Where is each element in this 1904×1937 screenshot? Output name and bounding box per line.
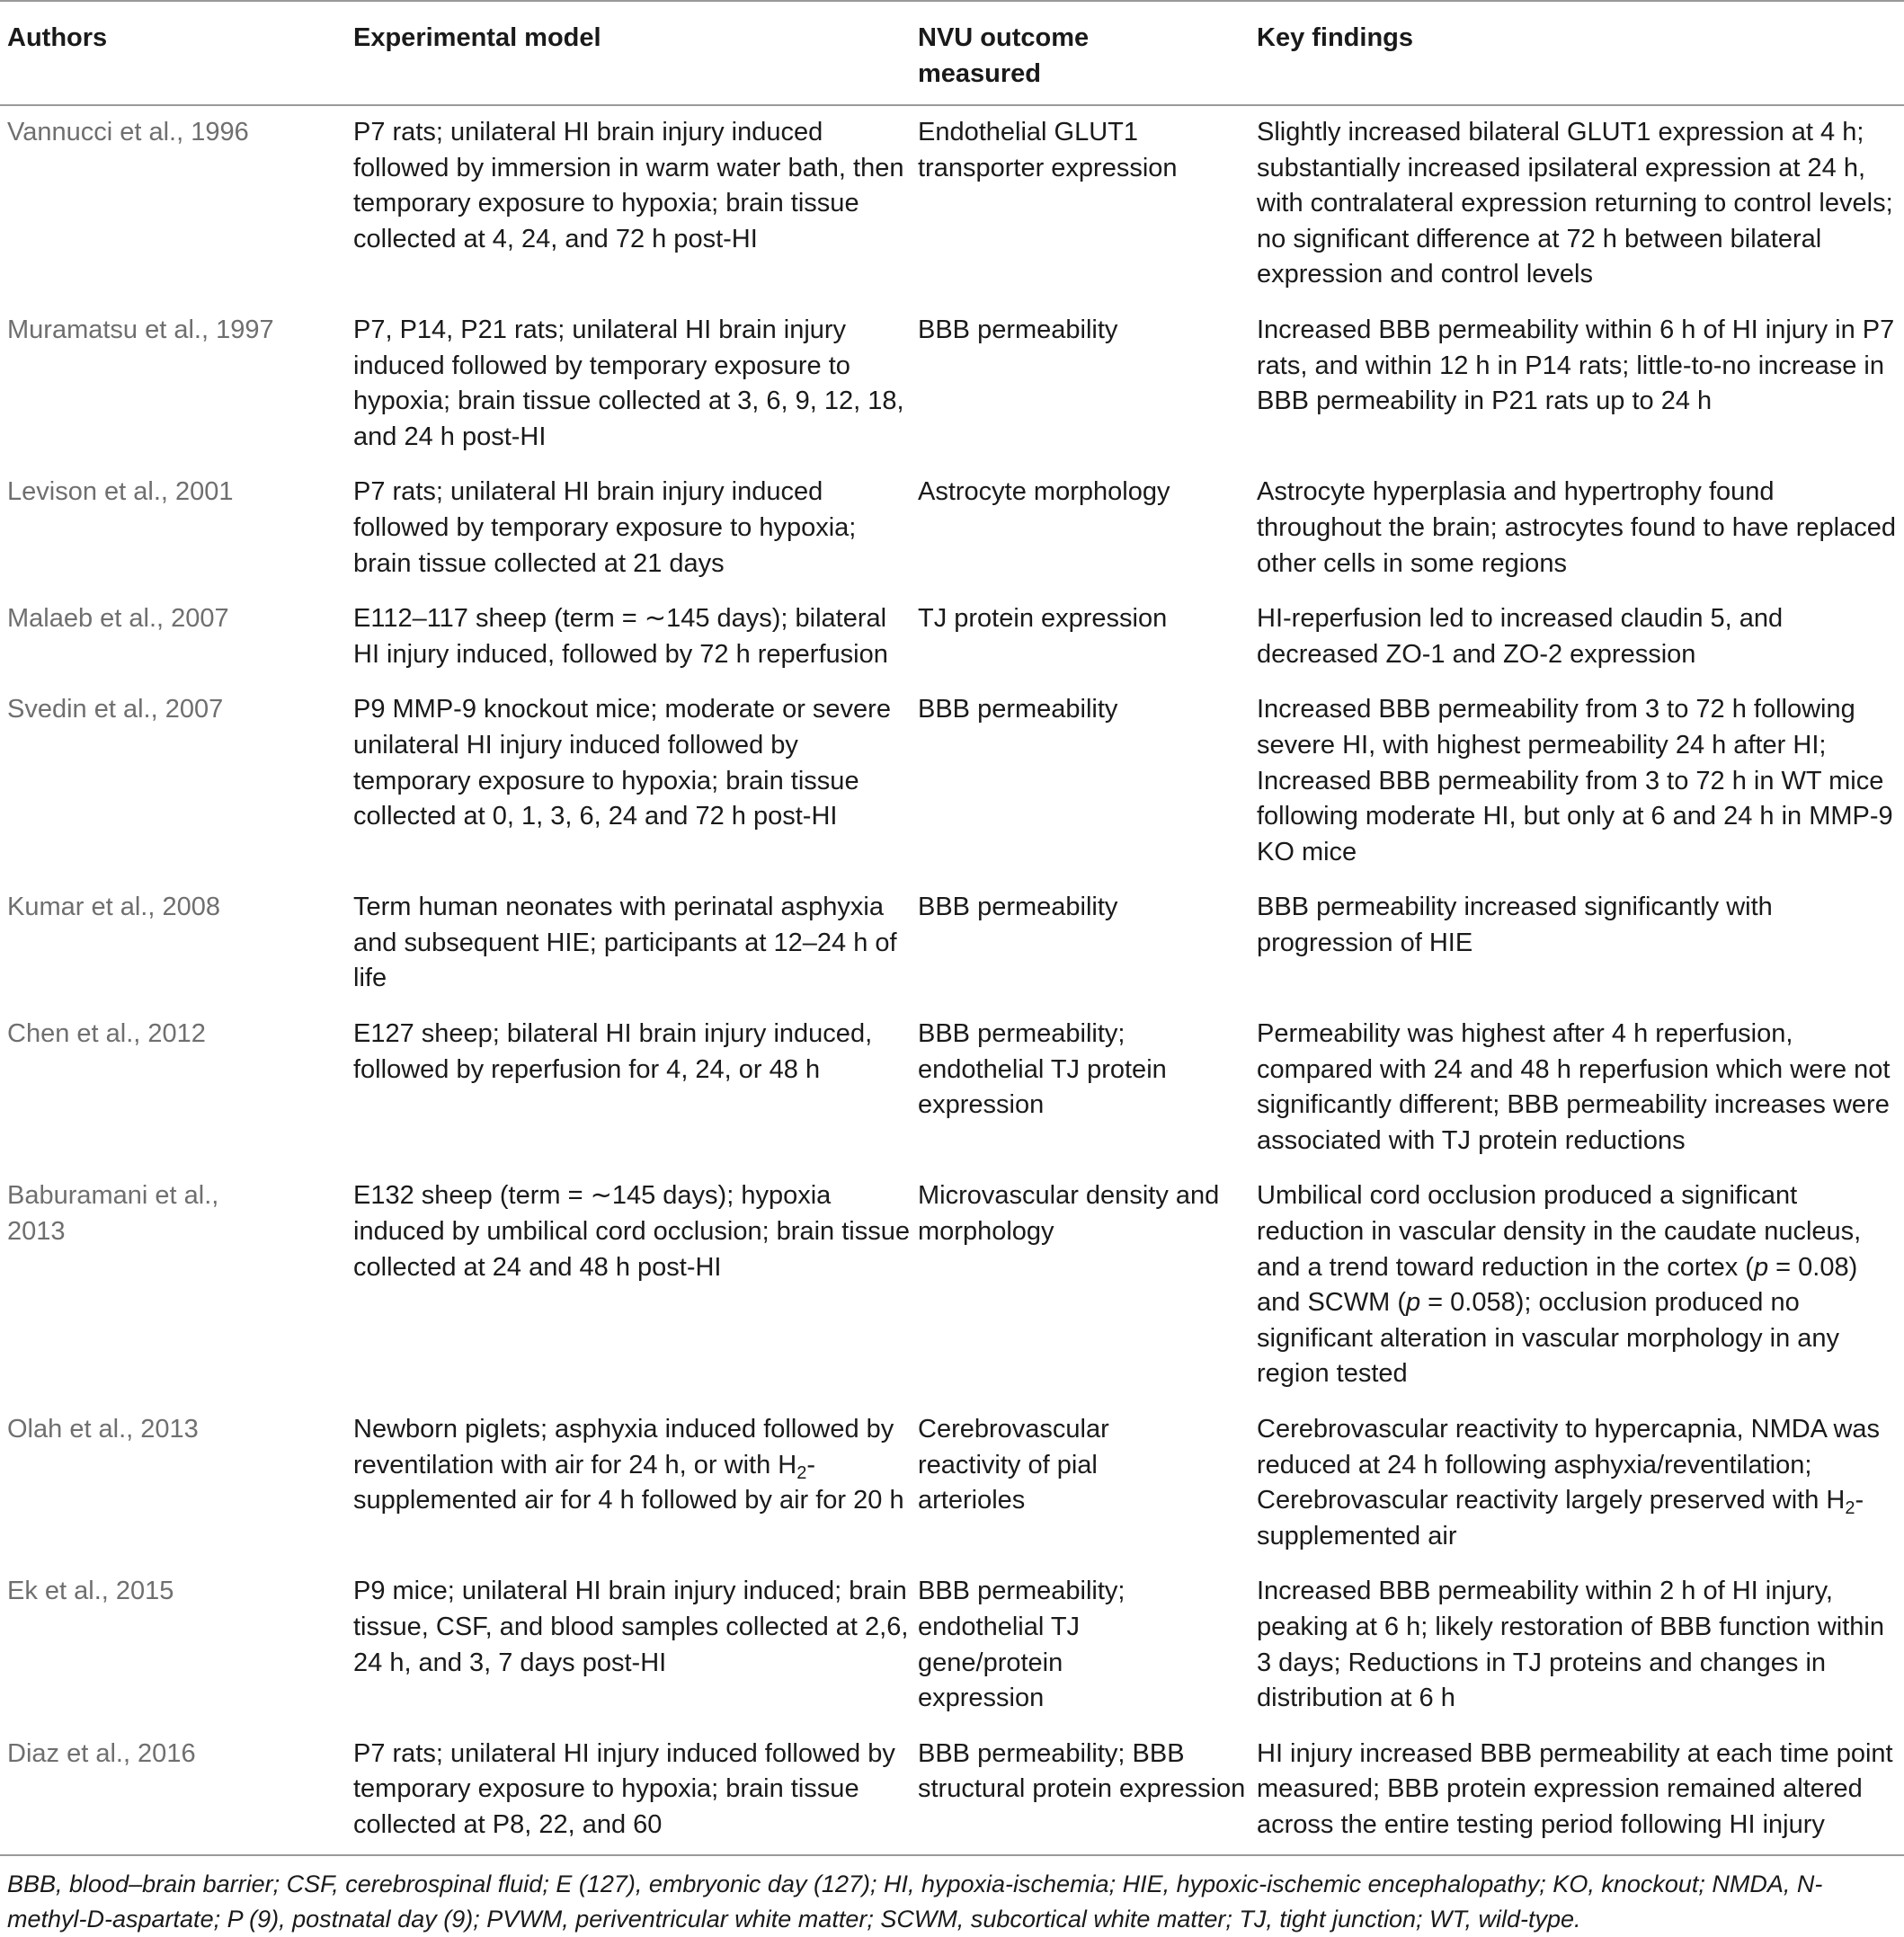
findings-text: -supplemented air [1257, 1486, 1864, 1550]
cell-author: Kumar et al., 2008 [7, 893, 220, 922]
cell-model: P9 MMP-9 knockout mice; moderate or severe unilateral HI injury induced followed by temporary exposure to hypoxia; brain tissue collected at 0, 1, 3, 6, 24 and 72 h post-HI [353, 695, 891, 831]
table-row [0, 683, 1904, 881]
cell-findings: Slightly increased bilateral GLUT1 expression at 4 h; substantially increased ipsilateral expression at 24 h, with contralateral expression returning to control levels; no significant difference at 72 h between bilateral expression and control levels [1257, 118, 1893, 289]
header-experimental-model: Experimental model [353, 23, 601, 52]
table-row [0, 592, 1904, 683]
cell-findings: Increased BBB permeability within 2 h of HI injury, peaking at 6 h; likely restoration of BBB function within 3 days; Reductions in TJ proteins and changes in distribution at 6 h [1257, 1577, 1884, 1713]
table-row [0, 1403, 1904, 1565]
cell-author: Chen et al., 2012 [7, 1019, 206, 1049]
model-text: Newborn piglets; asphyxia induced followed by reventilation with air for 24 h, or with H [353, 1415, 894, 1479]
cell-model: P7 rats; unilateral HI brain injury induced followed by temporary exposure to hypoxia; brain tissue collected at 21 days [353, 477, 857, 578]
header-key-findings: Key findings [1257, 23, 1414, 52]
cell-outcome: BBB permeability [918, 893, 1118, 922]
findings-text: = 0.058); occlusion produced no significant alteration in vascular morphology in any region tested [1257, 1288, 1840, 1389]
cell-outcome: Astrocyte morphology [918, 477, 1170, 507]
table-row [0, 1565, 1904, 1727]
header-authors: Authors [7, 23, 108, 52]
cell-author: Levison et al., 2001 [7, 477, 234, 507]
cell-author: Malaeb et al., 2007 [7, 604, 229, 634]
cell-model: P7, P14, P21 rats; unilateral HI brain injury induced followed by temporary exposure to hypoxia; brain tissue collected at 3, 6, 9, 12, 18, and 24 h post-HI [353, 315, 904, 451]
table-row [0, 1728, 1904, 1855]
findings-text: Umbilical cord occlusion produced a significant reduction in vascular density in the caudate nucleus, and a trend toward reduction in the cortex ( [1257, 1181, 1862, 1282]
header-nvu-outcome: NVU outcome measured [918, 23, 1090, 88]
cell-outcome: Microvascular density and morphology [918, 1181, 1220, 1247]
cell-findings: Increased BBB permeability within 6 h of HI injury in P7 rats, and within 12 h in P14 rats; little-to-no increase in BBB permeability in P21 rats up to 24 h [1257, 315, 1895, 416]
cell-author: Diaz et al., 2016 [7, 1738, 196, 1768]
cell-author: Baburamani et al., 2013 [7, 1181, 219, 1247]
cell-outcome: BBB permeability; endothelial TJ protein expression [918, 1019, 1167, 1120]
cell-author: Vannucci et al., 1996 [7, 118, 249, 147]
cell-outcome: BBB permeability [918, 315, 1118, 344]
subscript: 2 [796, 1462, 807, 1483]
header-row [0, 1, 1904, 105]
cell-findings: Astrocyte hyperplasia and hypertrophy found throughout the brain; astrocytes found to have replaced other cells in some regions [1257, 477, 1896, 578]
cell-outcome: BBB permeability; BBB structural protein expression [918, 1738, 1246, 1804]
cell-findings: HI-reperfusion led to increased claudin 5, and decreased ZO-1 and ZO-2 expression [1257, 604, 1784, 669]
cell-model [346, 1403, 911, 1565]
cell-findings: BBB permeability increased significantly with progression of HIE [1257, 893, 1773, 957]
table-row [0, 1169, 1904, 1403]
table-row [0, 881, 1904, 1008]
cell-model: Term human neonates with perinatal asphyxia and subsequent HIE; participants at 12–24 h of life [353, 893, 897, 993]
table-row [0, 1008, 1904, 1169]
cell-model: E112–117 sheep (term = ∼145 days); bilateral HI injury induced, followed by 72 h reperfusion [353, 604, 888, 669]
cell-outcome: Endothelial GLUT1 transporter expression [918, 118, 1178, 182]
cell-author: Svedin et al., 2007 [7, 695, 224, 724]
cell-author: Ek et al., 2015 [7, 1577, 174, 1606]
model-text: -supplemented air for 4 h followed by air for 20 h [353, 1450, 904, 1515]
cell-outcome: Cerebrovascular reactivity of pial arterioles [918, 1415, 1109, 1515]
cell-findings: Permeability was highest after 4 h reperfusion, compared with 24 and 48 h reperfusion which were not significantly different; BBB permeability increases were associated with TJ protein reductions [1257, 1019, 1891, 1155]
findings-text: Cerebrovascular reactivity to hypercapnia, NMDA was reduced at 24 h following asphyxia/reventilation; Cerebrovascular reactivity largely preserved with H [1257, 1415, 1881, 1515]
cell-model: E132 sheep (term = ∼145 days); hypoxia induced by umbilical cord occlusion; brain tissue collected at 24 and 48 h post-HI [353, 1181, 910, 1282]
cell-findings [1250, 1169, 1904, 1403]
cell-model: E127 sheep; bilateral HI brain injury induced, followed by reperfusion for 4, 24, or 48 h [353, 1019, 873, 1084]
table-body [0, 105, 1904, 1855]
cell-author: Muramatsu et al., 1997 [7, 315, 274, 344]
p-value-symbol: p [1405, 1288, 1421, 1318]
cell-outcome: BBB permeability; endothelial TJ gene/protein expression [918, 1577, 1125, 1713]
cell-model: P7 rats; unilateral HI injury induced followed by temporary exposure to hypoxia; brain tissue collected at P8, 22, and 60 [353, 1738, 895, 1839]
subscript: 2 [1845, 1498, 1855, 1519]
cell-model: P7 rats; unilateral HI brain injury induced followed by immersion in warm water bath, then temporary exposure to hypoxia; brain tissue collected at 4, 24, and 72 h post-HI [353, 118, 904, 253]
cell-model: P9 mice; unilateral HI brain injury induced; brain tissue, CSF, and blood samples collected at 2,6, 24 h, and 3, 7 days post-HI [353, 1577, 909, 1677]
cell-findings: Increased BBB permeability from 3 to 72 h following severe HI, with highest permeability 24 h after HI; Increased BBB permeability from 3 to 72 h in WT mice following moderate HI, but only at 6 and 24 h in MMP-9 KO mice [1257, 695, 1893, 866]
table-header [0, 1, 1904, 105]
table-row [0, 105, 1904, 304]
cell-outcome: BBB permeability [918, 695, 1118, 724]
cell-outcome: TJ protein expression [918, 604, 1168, 634]
table-footnote: BBB, blood–brain barrier; CSF, cerebrospinal fluid; E (127), embryonic day (127); HI, hypoxia-ischemia; HIE, hypoxic-ischemic encephalopathy; KO, knockout; NMDA, N-methyl-D-aspartate; P (9), postnatal day (9); PVWM, periventricular white matter; SCWM, subcortical white matter; TJ, tight junction; WT, wild-type. [7, 1870, 1823, 1933]
p-value-symbol: p [1753, 1252, 1769, 1282]
findings-text: = 0.08) and SCWM ( [1257, 1252, 1858, 1318]
table-row [0, 304, 1904, 466]
cell-findings: HI injury increased BBB permeability at each time point measured; BBB protein expression remained altered across the entire testing period following HI injury [1257, 1738, 1893, 1839]
cell-author: Olah et al., 2013 [7, 1415, 199, 1444]
cell-findings [1250, 1403, 1904, 1565]
table-row [0, 466, 1904, 592]
